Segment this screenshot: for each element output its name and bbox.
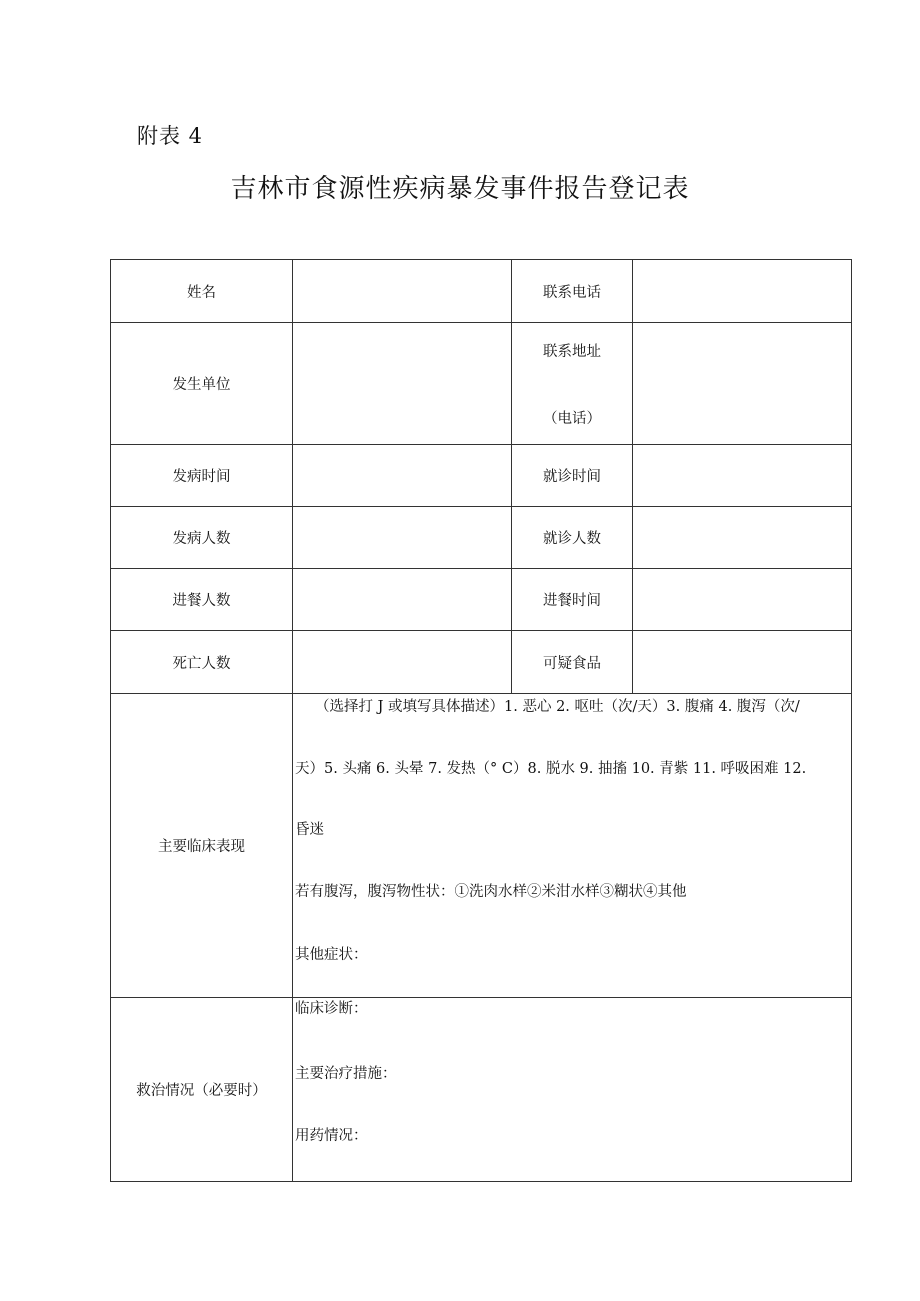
address-sub-label: （电话） [543, 410, 601, 427]
onset-time-field[interactable] [293, 445, 512, 507]
symptoms-field[interactable] [293, 694, 852, 998]
meal-time-field[interactable] [633, 569, 852, 631]
onset-time-label: 发病时间 [111, 445, 293, 507]
suspect-food-field[interactable] [633, 631, 852, 694]
unit-label: 发生单位 [111, 323, 293, 445]
meal-count-field[interactable] [293, 569, 512, 631]
visit-time-label: 就诊时间 [512, 445, 633, 507]
onset-count-field[interactable] [293, 507, 512, 569]
table-row [111, 445, 852, 507]
treatment-label: 救治情况（必要时） [111, 998, 293, 1182]
form-title: 吉林市食源性疾病暴发事件报告登记表 [230, 174, 690, 204]
table-row [111, 998, 852, 1182]
clinical-label: 主要临床表现 [111, 694, 293, 998]
visit-count-label: 就诊人数 [512, 507, 633, 569]
diagnosis-line: 临床诊断： [295, 1001, 368, 1017]
visit-time-field[interactable] [633, 445, 852, 507]
address-field[interactable] [633, 323, 852, 445]
phone-field[interactable] [633, 260, 852, 323]
symptoms-line-1: （选择打 J 或填写具体描述）1. 恶心 2. 呕吐（次/天）3. 腹痛 4. 腹泻（次/ [315, 699, 800, 715]
measures-line: 主要治疗措施： [295, 1066, 397, 1082]
table-row [111, 507, 852, 569]
table-row [111, 260, 852, 323]
symptoms-line-3: 昏迷 [295, 822, 324, 838]
treatment-field[interactable] [293, 998, 852, 1182]
death-count-label: 死亡人数 [111, 631, 293, 694]
diarrhea-types-line: 若有腹泻，腹泻物性状：①洗肉水样②米泔水样③糊状④其他 [295, 884, 687, 900]
other-symptoms-line: 其他症状： [295, 947, 368, 963]
report-form-table [110, 259, 852, 1182]
table-row [111, 631, 852, 694]
address-label: 联系地址 [543, 343, 601, 360]
death-count-field[interactable] [293, 631, 512, 694]
table-row [111, 694, 852, 998]
suspect-food-label: 可疑食品 [512, 631, 633, 694]
name-label: 姓名 [111, 260, 293, 323]
table-row [111, 323, 852, 445]
table-row [111, 569, 852, 631]
symptoms-line-2: 天）5. 头痛 6. 头晕 7. 发热（° C）8. 脱水 9. 抽搐 10. 青紫 11. 呼吸困难 12. [295, 761, 807, 777]
phone-label: 联系电话 [512, 260, 633, 323]
meal-time-label: 进餐时间 [512, 569, 633, 631]
onset-count-label: 发病人数 [111, 507, 293, 569]
appendix-label: 附表 4 [137, 124, 204, 148]
medication-line: 用药情况： [295, 1128, 368, 1144]
visit-count-field[interactable] [633, 507, 852, 569]
name-field[interactable] [293, 260, 512, 323]
meal-count-label: 进餐人数 [111, 569, 293, 631]
unit-field[interactable] [293, 323, 512, 445]
address-label-cell [512, 323, 633, 445]
